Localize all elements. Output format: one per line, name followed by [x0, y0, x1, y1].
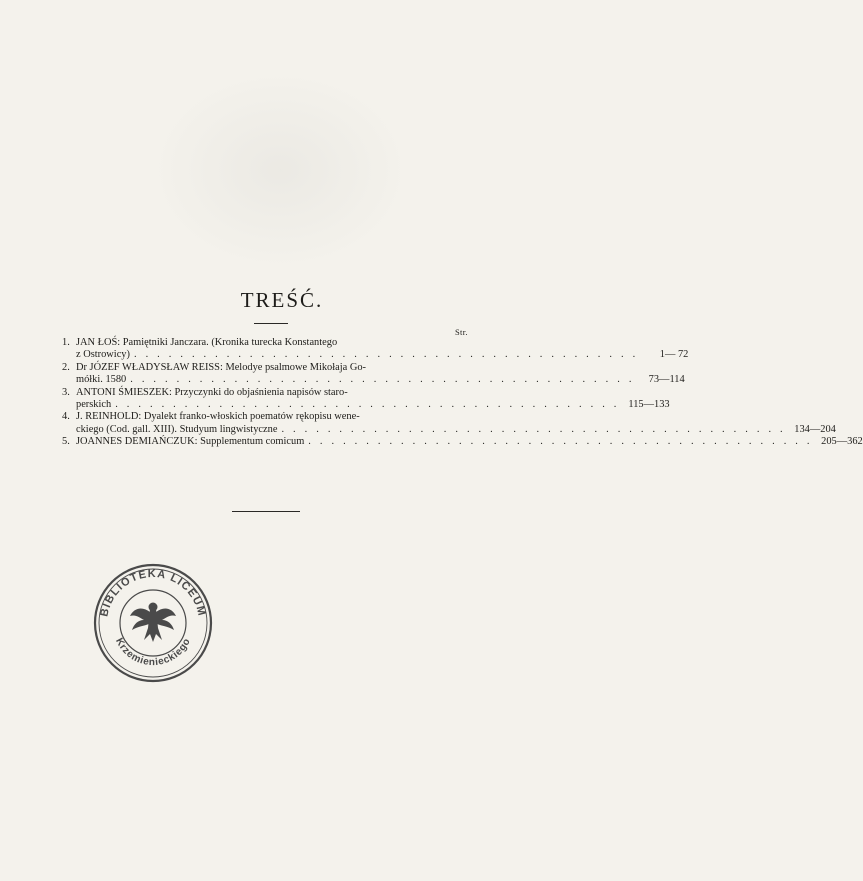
entry-title: ANTONI ŚMIESZEK: Przyczynki do objaśnienia napisów staro-: [76, 386, 348, 398]
entry-number: 2.: [62, 361, 70, 373]
eagle-emblem-icon: [130, 603, 176, 643]
library-stamp: [92, 562, 214, 684]
dot-leader: . . . . . . . . . . . . . . . . . . . . . . . . . . . . . . . . . . . . . . . . . . . .: [115, 398, 620, 410]
toc-entry[interactable]: [62, 411, 836, 436]
table-of-contents: [62, 337, 863, 449]
entry-pages: 115—133: [628, 398, 670, 410]
bleed-through-shadow: [150, 70, 410, 270]
dot-leader: . . . . . . . . . . . . . . . . . . . . . . . . . . . . . . . . . . . . . . . . . . . .: [281, 423, 786, 435]
closing-rule: [232, 511, 300, 512]
library-stamp-graphic: [92, 562, 214, 684]
entry-title-continued: mółki. 1580: [76, 374, 127, 386]
entry-number: 5.: [62, 436, 70, 448]
entry-title: Dr JÓZEF WŁADYSŁAW REISS: Melodye psalmowe Mikołaja Go-: [76, 361, 366, 373]
entry-number: 4.: [62, 411, 70, 423]
entry-pages: 205—362: [821, 436, 863, 448]
toc-entry[interactable]: [62, 436, 863, 448]
toc-entry[interactable]: [62, 337, 689, 362]
page-column-header: Str.: [455, 327, 468, 337]
page-title: TREŚĆ.: [240, 288, 324, 312]
stamp-text-top: BIBLIOTEKA LICEUM: [98, 567, 208, 618]
dot-leader: . . . . . . . . . . . . . . . . . . . . . . . . . . . . . . . . . . . . . . . . . . . .: [308, 436, 813, 448]
entry-title: JOANNES DEMIAŃCZUK: Supplementum comicum: [76, 436, 305, 448]
entry-number: 1.: [62, 337, 70, 348]
entry-pages: 73—114: [648, 374, 685, 386]
toc-entry[interactable]: [62, 361, 685, 387]
entry-title: J. REINHOLD: Dyalekt franko-włoskich poematów rękopisu wene-: [76, 411, 360, 423]
entry-pages: 134—204: [794, 423, 836, 435]
dot-leader: . . . . . . . . . . . . . . . . . . . . . . . . . . . . . . . . . . . . . . . . . . . .: [133, 349, 639, 361]
entry-title-continued: perskich: [76, 398, 112, 410]
entry-title-continued: z Ostrowicy): [76, 349, 130, 361]
dot-leader: . . . . . . . . . . . . . . . . . . . . . . . . . . . . . . . . . . . . . . . . . . . .: [130, 374, 635, 386]
entry-title: JAN ŁOŚ: Pamiętniki Janczara. (Kronika turecka Konstantego: [76, 337, 338, 348]
entry-number: 3.: [62, 386, 70, 398]
title-rule: [254, 323, 288, 324]
entry-pages: 1— 72: [659, 349, 689, 361]
entry-title-continued: ckiego (Cod. gall. XIII). Studyum lingwistyczne: [76, 423, 278, 435]
toc-entry[interactable]: [62, 386, 670, 412]
stamp-text-bottom: Krzemienieckiego: [113, 636, 193, 669]
